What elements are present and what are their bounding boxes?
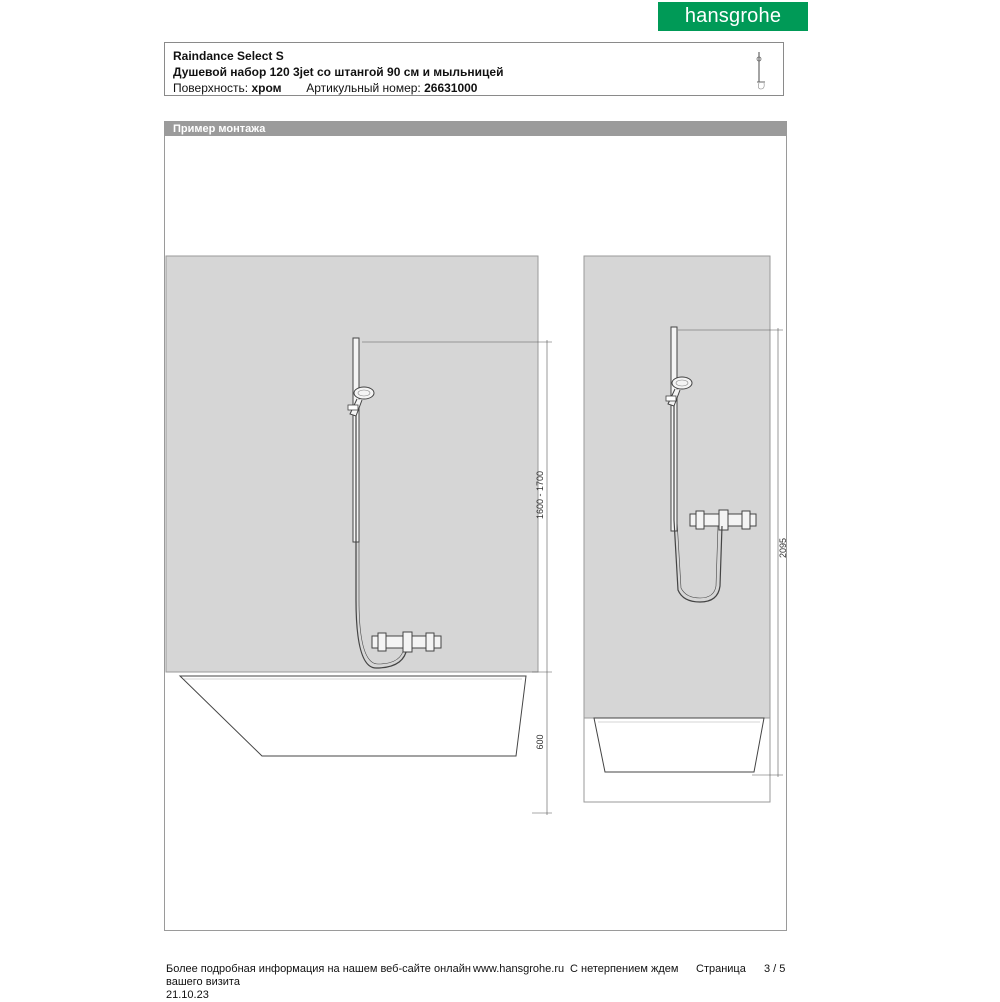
website-link[interactable]: www.hansgrohe.ru — [473, 963, 565, 975]
product-description: Душевой набор 120 3jet со штангой 90 см и мыльницей — [173, 65, 504, 79]
product-name: Raindance Select S — [173, 49, 284, 63]
article-label: Артикульный номер: — [306, 81, 421, 95]
page-number: 3 / 5 — [764, 963, 786, 975]
hansgrohe-logo: hansgrohe — [658, 2, 808, 31]
footer-info-text: Более подробная информация на нашем веб-сайте онлайн — [166, 963, 471, 975]
surface-label: Поверхность: — [173, 81, 249, 95]
right-bathtub — [594, 718, 764, 772]
right-slider — [666, 396, 676, 401]
footer-visit-text-line2: вашего визита — [166, 976, 240, 988]
right-hand-shower — [672, 377, 692, 389]
left-wall — [166, 256, 538, 672]
footer-visit-text: С нетерпением ждем — [570, 963, 679, 975]
left-bathtub — [180, 676, 526, 756]
right-height-dimension: 2095 — [778, 537, 788, 559]
article-value: 26631000 — [424, 81, 478, 95]
left-height-dimension: 1600 - 1700 — [535, 470, 545, 520]
left-hand-shower — [354, 387, 374, 399]
footer-date: 21.10.23 — [166, 989, 209, 1001]
page-footer — [166, 963, 806, 1002]
surface-value: хром — [251, 81, 282, 95]
page-label: Страница — [696, 963, 746, 975]
left-bath-dimension: 600 — [535, 734, 545, 750]
section-title: Пример монтажа — [165, 122, 786, 136]
left-slider — [348, 405, 358, 410]
